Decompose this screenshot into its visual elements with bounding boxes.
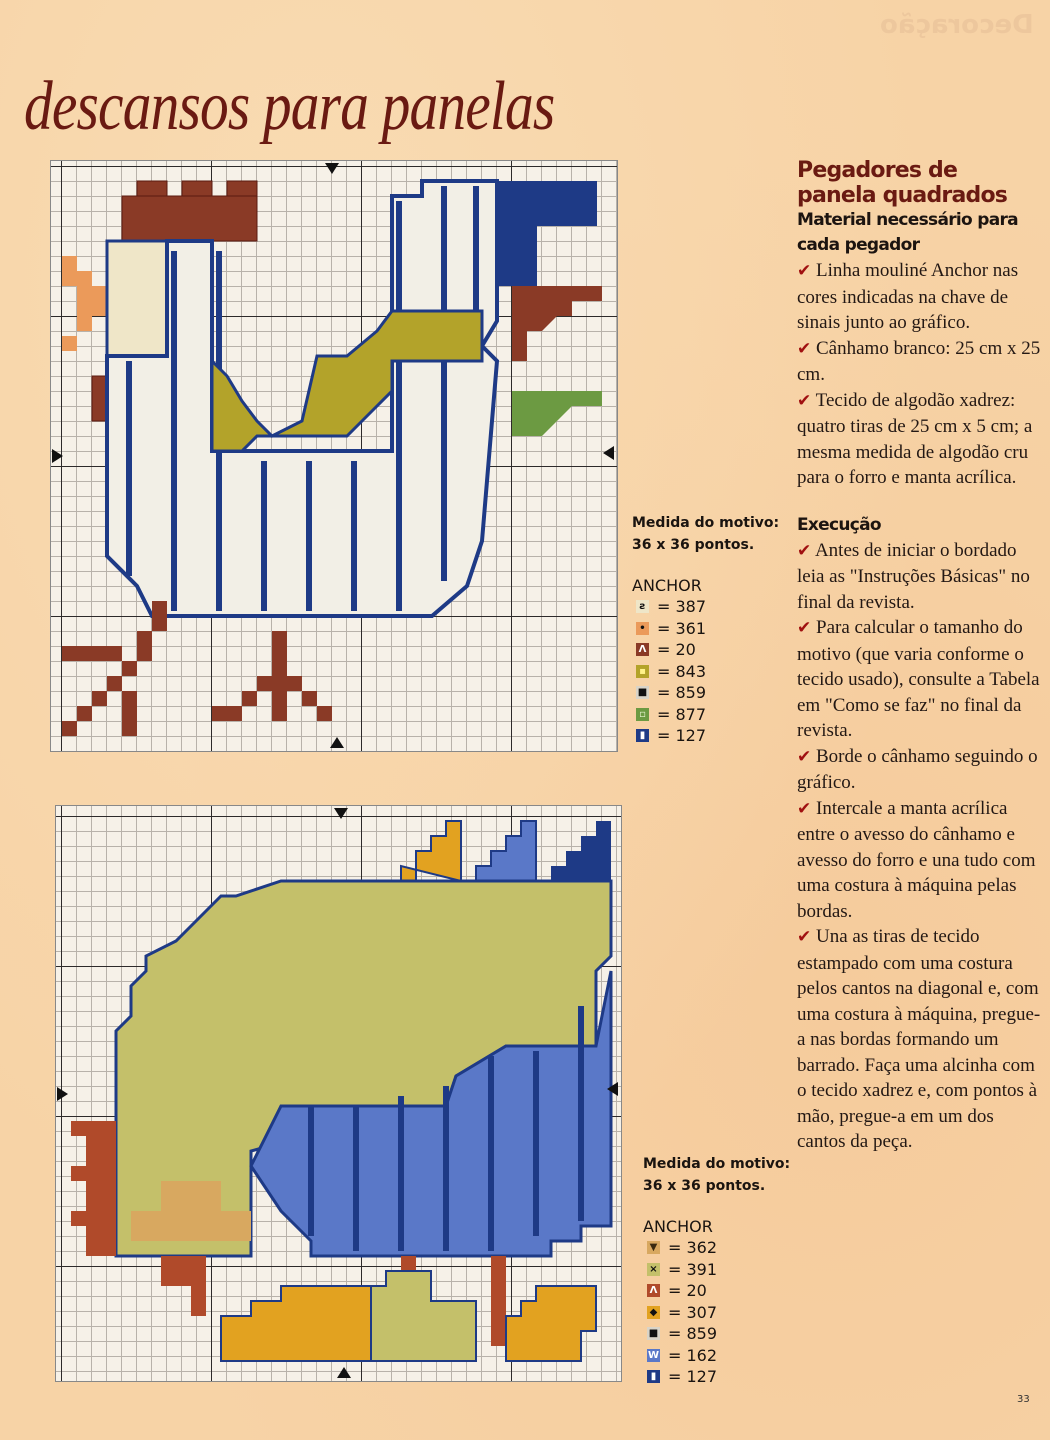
swatch-877-icon: ▫ (636, 708, 649, 721)
swatch-20-icon: Λ (647, 1284, 660, 1297)
step-item: ✔ Borde o cânhamo seguindo o gráfico. (797, 745, 1038, 793)
measure-value: 36 x 36 pontos. (632, 537, 755, 553)
swatch-843-icon: ▪ (636, 665, 649, 678)
swatch-20-icon: Λ (636, 643, 649, 656)
materials-heading: Material necessário para cada pegador (797, 210, 1018, 255)
key-row: ▪ = 843 (632, 661, 779, 683)
key-row: Λ = 20 (632, 639, 779, 661)
swatch-127-icon: ▮ (647, 1370, 660, 1383)
article-heading: Pegadores de panela quadrados (797, 158, 1008, 208)
swatch-387-icon: ƨ (636, 600, 649, 613)
material-item: ✔ Linha mouliné Anchor nas cores indicadas na chave de sinais junto ao gráfico. (797, 260, 1019, 333)
hen-motif (56, 806, 621, 1381)
hen-color-key (643, 1153, 790, 1388)
check-icon: ✔ (797, 261, 812, 281)
swatch-162-icon: W (647, 1349, 660, 1361)
rooster-color-key (632, 512, 779, 747)
key-row: ■ = 859 (648, 1324, 718, 1344)
step-item: ✔ Intercale a manta acrílica entre o avesso do cânhamo e avesso do forro e una tudo com uma costura à máquina pelas bordas. (797, 797, 1036, 922)
swatch-307-icon: ◆ (647, 1306, 660, 1319)
key-row: ▼ = 362 (643, 1237, 790, 1259)
center-marker-top (325, 163, 339, 174)
swatch-859-icon: ■ (637, 687, 648, 699)
key-row: ◆ = 307 (643, 1302, 790, 1324)
center-marker-top (334, 808, 348, 819)
measure-label: Medida do motivo: (643, 1156, 791, 1172)
section-watermark: Decoração (880, 10, 1034, 40)
center-marker-left (52, 449, 63, 463)
swatch-859-icon: ■ (648, 1328, 659, 1340)
check-icon: ✔ (797, 338, 812, 359)
center-marker-right (607, 1082, 618, 1096)
swatch-362-icon: ▼ (647, 1241, 660, 1254)
step-item: ✔ Para calcular o tamanho do motivo (que varia conforme o tecido usado), consulte a Tabela em "Como se faz" no final da revista. (797, 617, 1040, 741)
check-icon: ✔ (797, 798, 812, 819)
rooster-motif (51, 161, 617, 751)
center-marker-bottom (337, 1367, 351, 1378)
check-icon: ✔ (797, 927, 812, 947)
key-row: ▮ = 127 (643, 1366, 790, 1388)
key-row: ■ = 859 (637, 683, 707, 703)
check-icon: ✔ (797, 746, 812, 767)
step-item: ✔ Antes de iniciar o bordado leia as "Instruções Básicas" no final da revista. (797, 539, 1030, 613)
check-icon: ✔ (797, 540, 812, 561)
center-marker-left (57, 1087, 68, 1101)
key-row: W = 162 (647, 1345, 718, 1365)
check-icon: ✔ (797, 390, 812, 411)
center-marker-bottom (330, 737, 344, 748)
center-marker-right (603, 446, 614, 460)
measure-label: Medida do motivo: (632, 515, 780, 531)
hen-chart (55, 805, 622, 1382)
rooster-chart (50, 160, 618, 752)
key-row: Λ = 20 (643, 1280, 790, 1302)
material-item: ✔ Tecido de algodão xadrez: quatro tiras de 25 cm x 5 cm; a mesma medida de algodão cru para o forro e manta acrílica. (797, 389, 1033, 488)
key-row: ▮ = 127 (632, 725, 779, 747)
key-row: • = 361 (632, 618, 779, 640)
key-row: ▫ = 877 (632, 704, 779, 726)
instructions-column (797, 158, 1042, 1155)
key-row: ƨ = 387 (632, 596, 779, 618)
key-title: ANCHOR (643, 1217, 713, 1236)
material-item: ✔ Cânhamo branco: 25 cm x 25 cm. (797, 337, 1041, 385)
execution-heading: Execução (797, 514, 881, 535)
swatch-127-icon: ▮ (636, 729, 649, 742)
step-item: ✔ Una as tiras de tecido estampado com uma costura pelos cantos na diagonal e, com uma costura à máquina, pregue-a nas bordas formando um barrado. Faça uma alcinha com o tecido xadrez e, com pontos à mão, pregue-a em um dos cantos da peça. (797, 926, 1041, 1152)
swatch-391-icon: × (647, 1263, 660, 1276)
swatch-361-icon: • (636, 622, 649, 635)
page-number: 33 (1017, 1394, 1030, 1405)
check-icon: ✔ (797, 618, 812, 638)
page-title: descansos para panelas (24, 68, 555, 145)
key-title: ANCHOR (632, 576, 702, 595)
measure-value: 36 x 36 pontos. (643, 1178, 766, 1194)
key-row: × = 391 (643, 1259, 790, 1281)
